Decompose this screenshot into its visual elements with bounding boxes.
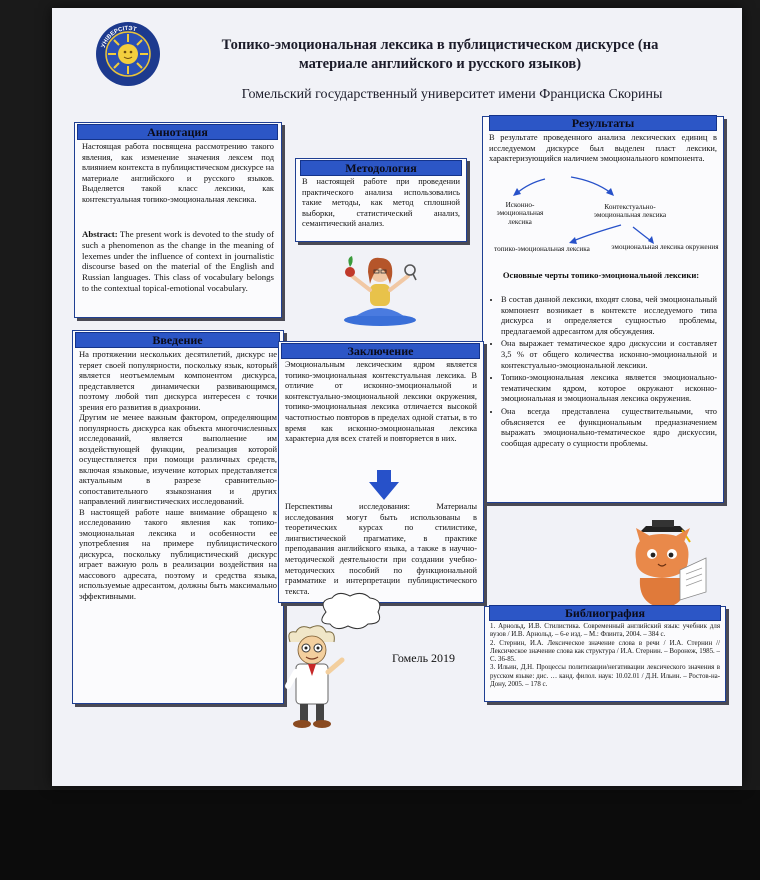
node-original-emotional: Исконно-эмоциональная лексика (496, 201, 544, 226)
title-line-1: Топико-эмоциональная лексика в публицистическом дискурсе (на (221, 37, 659, 53)
results-intro: В результате проведенного анализа лексических единиц в исследуемом дискурсе был выделен пласт лексики, характеризующийся наличием эмоционального компонента. (489, 133, 717, 164)
research-prospects-text: Перспективы исследования: Материалы исследования могут быть использованы в теоретических курсах по стилистике, лингвистической прагматике, в практике преподавания английского языка, а также в научно-методической деятельности при создании учебно-методических пособий по функциональной грамматике и интерпретации публицистического текста. (285, 502, 477, 596)
annotation-text-ru: Настоящая работа посвящена рассмотрению такого явления, как изменение значения лексем под влиянием контекста в публицистическом дискурсе на материале английского и русского языков. Выделяется такой класс лексики, как контекстуальная топико-эмоциональная лексика. (82, 142, 274, 204)
methodology-text: В настоящей работе при проведении практического анализа использовались такие методы, как метод сплошной выборки, статистический анализ, семантический анализ. (302, 177, 460, 229)
arrow-to-left-node (517, 179, 545, 193)
introduction-heading: Введение (75, 332, 280, 348)
backdrop-floor (0, 790, 760, 880)
abstract-label: Abstract: (82, 229, 118, 239)
bibliography-item: 3. Ильин, Д.Н. Процессы политизации/негативации лексического значения в русском языке: дис. … канд. филол. наук: 10.02.01 / Д.Н. Ильин. – Ростов-на-Дону, 2005. – 178 с. (490, 664, 720, 689)
introduction-paragraph-2: Другим не менее важным фактором, определяющим популярность дискурса как объекта многочисленных исследований, является выполнение им воздействующей функции, реализация которой осуществляется при помощи различных средств, включая языковые, изучение которых представляется актуальным в разрезе сравнительно-сопоставительного языкознания и других направлений лингвистических исследований. (79, 412, 277, 506)
node-contextual-emotional: Контекстуально-эмоциональная лексика (593, 203, 667, 220)
feature-item: • В состав данной лексики, входят слова, чей эмоциональный компонент возникает в контексте исследуемого типа дискурса и определяется сущностью проблемы, предлагаемой адресантом для обсуждения. (501, 295, 717, 337)
methodology-box (295, 158, 467, 242)
arrow-to-bottom-right (633, 227, 651, 241)
features-title: Основные черты топико-эмоциональной лексики: (502, 270, 700, 280)
down-arrow-icon (369, 470, 399, 500)
logo-text: УНІВЕРСІТЭТ (100, 25, 137, 49)
cat-illustration-icon (622, 520, 708, 612)
annotation-box (74, 122, 282, 318)
methodology-heading: Методология (300, 160, 462, 176)
feature-item: • Она выражает тематическое ядро дискуссии и составляет 3,5 % от общего количества исконно-эмоциональной и контекстуально-эмоциональной лексики. (501, 339, 717, 371)
introduction-box (72, 330, 284, 704)
abstract-text: The present work is devoted to the study of such a phenomenon as the change in the meaning of lexemes under the influence of context in journalistic discourse based on the material of the English and Russian languages. This class of vocabulary belongs to the contextual topical-emotional vocabulary. (82, 229, 274, 293)
node-topic-emotional: топико-эмоциональная лексика (494, 245, 590, 253)
conclusion-text: Эмоциональным лексическим ядром является топико-эмоциональная контекстуальная лексика. В отличие от исконно-эмоциональной и контекстуально-эмоциональной лексики окружения, топико-эмоциональная лексика отличается высокой частотностью повторов в пределах одной статьи, в то время как исконно-эмоциональная лексика характерна для всех статей и повторяется в них. (285, 360, 477, 444)
bibliography-item: 2. Стернин, И.А. Лексическое значение слова в речи / И.А. Стернин // Лексическое значение слова как структура / И.А. Стернин. – Воронеж, 1985. – С. 36-85. (490, 639, 720, 664)
arrow-to-right-node (571, 177, 611, 193)
features-list (489, 295, 717, 451)
introduction-paragraph-1: На протяжении нескольких десятилетий, дискурс не теряет своей популярности, поскольку язык, который является неотъемлемым компонентом дискурса, представляется динамически развивающимся, поэтому любой тип дискурса интересен с точки зрения его развития в диахронии. (79, 349, 277, 412)
node-surrounding-emotional: эмоциональная лексика окружения (611, 243, 719, 251)
city-year: Гомель 2019 (392, 651, 456, 665)
arrow-to-bottom-left (573, 225, 621, 241)
poster-title (190, 36, 690, 74)
annotation-heading: Аннотация (77, 124, 278, 140)
conclusion-heading: Заключение (281, 343, 480, 359)
scientist-illustration-icon (276, 624, 356, 732)
poster-sheet (52, 8, 742, 786)
title-line-2: материале английского и русского языков) (298, 56, 582, 72)
conclusion-box (278, 341, 484, 603)
bibliography-box (484, 606, 726, 702)
university-name: Гомельский государственный университет имени Франциска Скорины (241, 87, 663, 102)
university-logo-icon (94, 20, 162, 88)
woman-illustration-icon (334, 246, 426, 328)
results-box (482, 116, 724, 503)
bibliography-list (490, 623, 720, 689)
annotation-text-en (82, 229, 274, 294)
introduction-text (79, 349, 277, 601)
results-heading: Результаты (489, 115, 717, 131)
feature-item: • Топико-эмоциональная лексика является эмоционально-тематическим ядром, которое окружают исконно-эмоциональная и эмоциональная лексика окружения. (501, 373, 717, 405)
bibliography-item: 1. Арнольд, И.В. Стилистика. Современный английский язык: учебник для вузов / И.В. Арнольд. – 6-е изд. – М.: Флинта, 2004. – 384 с. (490, 623, 720, 639)
bibliography-heading: Библиография (489, 605, 721, 621)
introduction-paragraph-3: В настоящей работе наше внимание обращено к исследованию такого явления как топико-эмоциональная лексика и особенности ее употребления на примере публицистического дискурса, поскольку публицистический дискурс играет важную роль в реализации воздействия на массового адресата, поэтому и средства языка, используемые адресантом, должны быть максимально эффективными. (79, 506, 277, 601)
feature-item: • Она всегда представлена существительными, что объясняется ее функциональным предназначением выражать эмоционально-тематическое ядро дискуссии, сообщая адресату о сущности проблемы. (501, 407, 717, 449)
